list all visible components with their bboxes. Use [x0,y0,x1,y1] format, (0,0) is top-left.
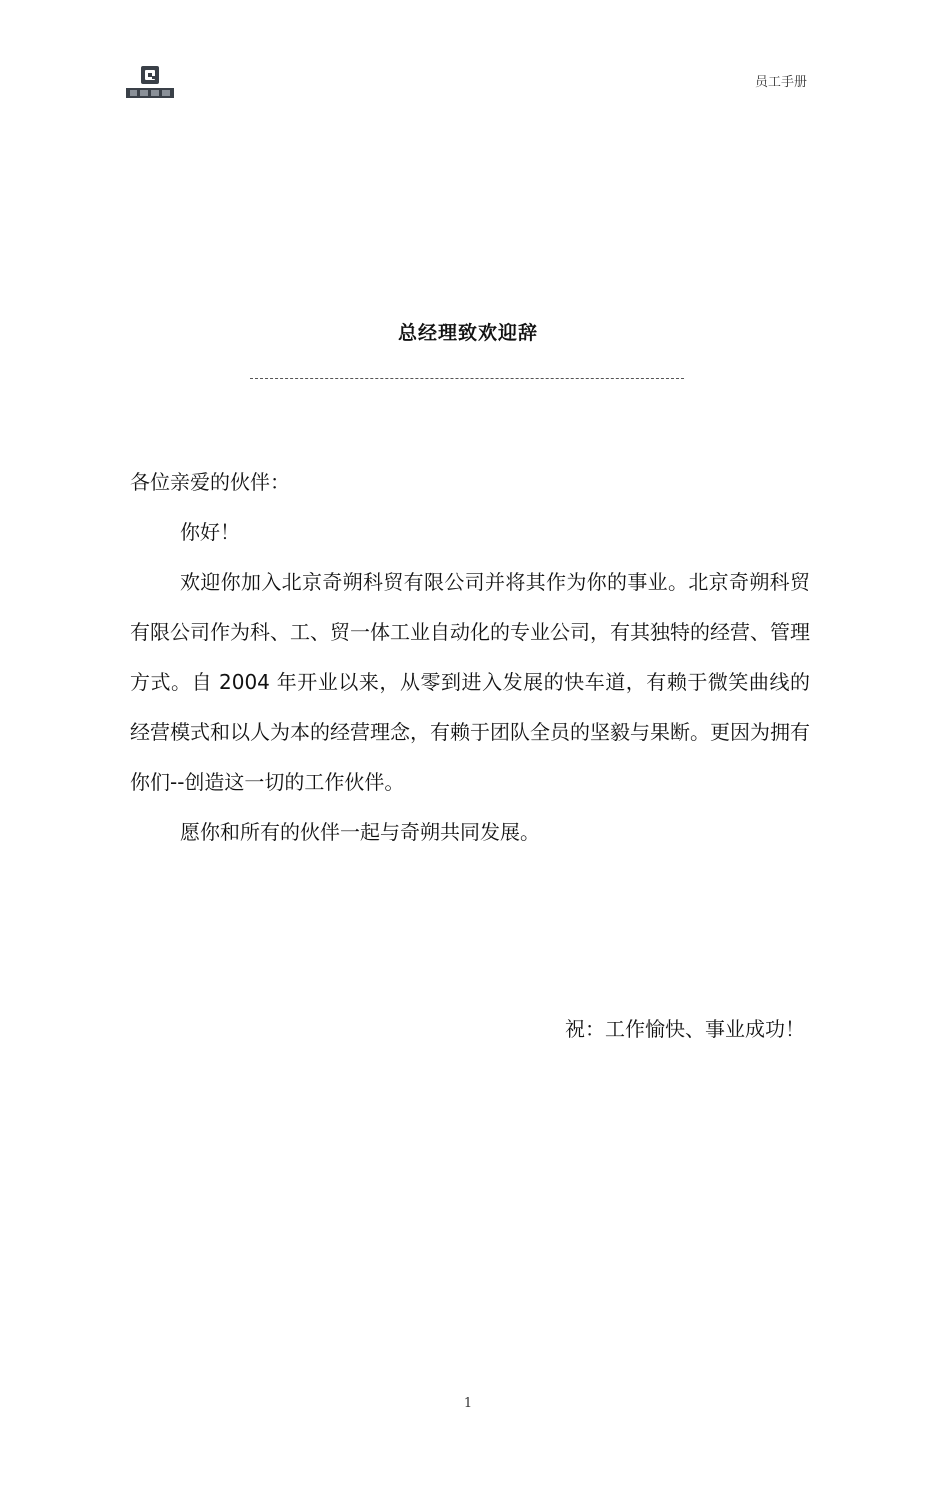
company-logo-icon [126,66,174,98]
paragraph-wish: 愿你和所有的伙伴一起与奇朔共同发展。 [180,820,540,844]
closing-line: 祝：工作愉快、事业成功！ [565,1017,805,1041]
page-number: 1 [463,1396,473,1411]
greeting: 你好！ [180,520,240,544]
company-logo [126,66,174,98]
salutation: 各位亲爱的伙伴： [130,470,290,494]
header-title: 员工手册 [754,75,807,90]
letter-body [130,457,810,857]
title-divider [250,378,684,379]
page-title: 总经理致欢迎辞 [397,322,538,344]
paragraph-welcome: 欢迎你加入北京奇朔科贸有限公司并将其作为你的事业。北京奇朔科贸有限公司作为科、工、贸一体工业自动化的专业公司，有其独特的经营、管理方式。自 2004 年开业以来，从零到进入发展的快车道，有赖于微笑曲线的经营模式和以人为本的经营理念，有赖于团队全员的坚毅与果断。更因为拥有你们--创造这一切的工作伙伴。 [130,570,810,794]
